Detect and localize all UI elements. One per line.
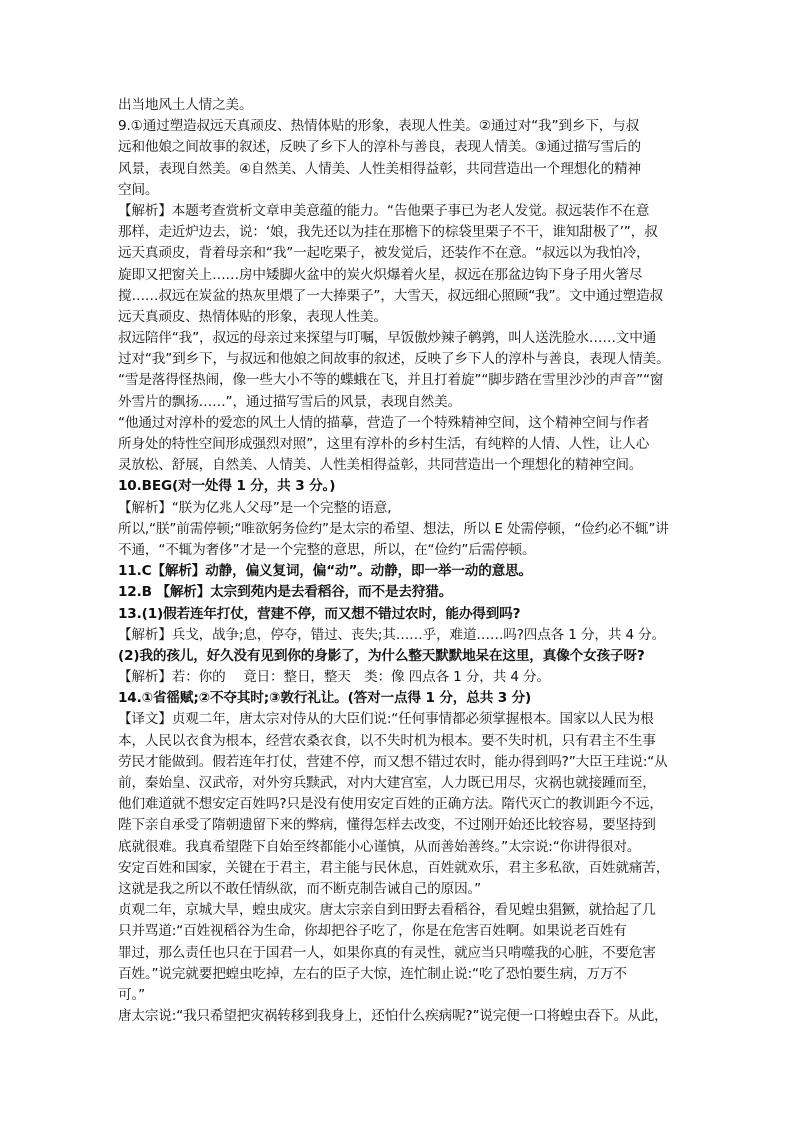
text-line: 远天真顽皮、热情体贴的形象，表现人性美。	[118, 308, 387, 325]
text-line: 【译文】贞观二年，唐太宗对侍从的大臣们说:“任何事情都必须掌握根本。国家以人民为根	[118, 711, 654, 728]
text-line: “他通过对淳朴的爱恋的风土人情的描摹，营造了一个特殊精神空间，这个精神空间与作者	[118, 414, 650, 431]
text-line: 劳民才能做到。假若连年打仗，营建不停，而又想不错过农时，能办得到吗?”大臣王珪说:“从	[118, 753, 668, 770]
text-line: 【解析】兵戈，战争;息，停夺，错过、丧失;其……乎，难道……吗?四点各 1 分，共 4 分。	[118, 626, 666, 643]
text-line: 【解析】若：你的 竟日：整日，整天 类：像 四点各 1 分，共 4 分。	[118, 669, 550, 686]
text-line: 出当地风土人情之美。	[118, 97, 253, 113]
text-line: 这就是我之所以不敢任情纵欲，而不断克制告诫自己的原因。”	[118, 880, 482, 897]
text-line: 只并骂道:“百姓视稻谷为生命，你却把谷子吃了，你是在危害百姓啊。如果说老百姓有	[118, 923, 627, 940]
text-line: 9.①通过塑造叔远天真顽皮、热情体贴的形象，表现人性美。②通过对“我”到乡下，与叔	[118, 118, 640, 135]
text-line: 所以,“朕”前需停顿;“唯欲躬务俭约”是太宗的希望、想法，所以 E 处需停顿，“俭约必不辄”讲	[118, 520, 669, 537]
text-line: 那样，走近炉边去，说：‘娘，我先还以为挂在那檐下的棕袋里栗子不干，谁知甜极了’”，叔	[118, 224, 658, 241]
text-line: 可。”	[118, 986, 145, 1003]
text-line: 罪过，那么责任也只在于国君一人，如果你真的有灵性，就应当只啃噬我的心脏，不要危害	[118, 944, 656, 961]
text-line: 他们难道就不想安定百姓吗?只是没有使用安定百姓的正确方法。隋代灭亡的教训距今不远，	[118, 796, 663, 813]
text-line: 远天真顽皮，背着母亲和“我”一起吃栗子，被发觉后，还装作不在意。“叔远以为我怕冷，	[118, 245, 650, 262]
text-line: 不通，“不辄为奢侈”才是一个完整的意思，所以，在“俭约”后需停顿。	[118, 541, 536, 558]
text-line: 外雪片的飘扬……”，通过描写雪后的风景，表现自然美。	[118, 393, 461, 410]
text-line: 本，人民以衣食为根本，经营农桑衣食，以不失时机为根本。要不失时机，只有君主不生事	[118, 732, 656, 749]
text-line: “雪是落得怪热闹，像一些大小不等的蝶蛾在飞，并且打着旋”“脚步踏在雪里沙沙的声音”“窗	[118, 372, 664, 389]
text-line: 前，秦始皇、汉武帝，对外穷兵黩武，对内大建宫室，人力既已用尽，灾祸也就接踵而至，	[118, 775, 656, 791]
text-line: 陛下亲自承受了隋朝遗留下来的弊病，懂得怎样去改变，不过刚开始还比较容易，要坚持到	[118, 817, 656, 834]
text-line: 14.①省徭赋;②不夺其时;③敦行礼让。(答对一点得 1 分，总共 3 分)	[118, 690, 532, 707]
text-line: 12.B 【解析】太宗到苑内是去看稻谷，而不是去狩猎。	[118, 584, 453, 601]
text-line: 空间。	[118, 181, 159, 198]
text-line: (2)我的孩儿，好久没有见到你的身影了，为什么整天默默地呆在这里，真像个女孩子呀?	[118, 647, 645, 664]
text-line: 唐太宗说:“我只希望把灾祸转移到我身上，还怕什么疾病呢?”说完便一口将蝗虫吞下。从此，	[118, 1008, 668, 1025]
text-line: 百姓。”说完就要把蝗虫吃掉，左右的臣子大惊，连忙制止说:“吃了恐怕要生病，万万不	[118, 965, 627, 982]
text-line: 【解析】本题考查赏析文章申美意蕴的能力。“告他栗子事已为老人发觉。叔远装作不在意	[118, 202, 650, 219]
text-line: 13.(1)假若连年打仗，营建不停，而又想不错过农时，能办得到吗?	[118, 605, 521, 622]
text-line: 风景，表现自然美。④自然美、人情美、人性美相得益彰，共同营造出一个理想化的精神	[118, 160, 641, 177]
text-line: 所身处的特性空间形成强烈对照”，这里有淳朴的乡村生活，有纯粹的人情、人性，让人心	[118, 436, 650, 452]
text-line: 10.BEG(对一处得 1 分，共 3 分。)	[118, 478, 336, 495]
text-line: 底就很难。我真希望陛下自始至终都能小心谨慎，从而善始善终。”太宗说:“你讲得很对。	[118, 838, 641, 855]
text-line: 旋即又把窗关上……房中矮脚火盆中的炭火炽爆着火星，叔远在那盆边钩下身子用火箸尽	[118, 266, 643, 283]
text-line: 安定百姓和国家，关键在于君主，君主能与民休息，百姓就欢乐，君主多私欲，百姓就痛苦，	[118, 859, 670, 876]
answer-document	[118, 95, 680, 1027]
text-line: 搅……叔远在炭盆的热灰里煨了一大捧栗子”，大雪天，叔远细心照顾“我”。文中通过塑造叔	[118, 287, 663, 304]
text-line: 灵放松、舒展，自然美、人情美、人性美相得益彰，共同营造出一个理想化的精神空间。	[118, 457, 643, 474]
text-line: 远和他娘之间故事的叙述，反映了乡下人的淳朴与善良，表现人情美。③通过描写雪后的	[118, 139, 641, 156]
text-line: 【解析】“朕为亿兆人父母”是一个完整的语意,	[118, 499, 392, 516]
text-line: 贞观二年，京城大旱，蝗虫成灾。唐太宗亲自到田野去看稻谷，看见蝗虫猖獗，就拾起了几	[118, 902, 656, 919]
text-line: 叔远陪伴“我”，叔远的母亲过来探望与叮嘱，早饭傲炒辣子鹌鹑，叫人送洗脸水……文中通	[118, 330, 657, 347]
text-line: 11.C【解析】动静，偏义复词，偏“动”。动静，即一举一动的意思。	[118, 563, 533, 580]
text-line: 过对“我”到乡下，与叔远和他娘之间故事的叙述，反映了乡下人的淳朴与善良，表现人情美。	[118, 351, 670, 368]
